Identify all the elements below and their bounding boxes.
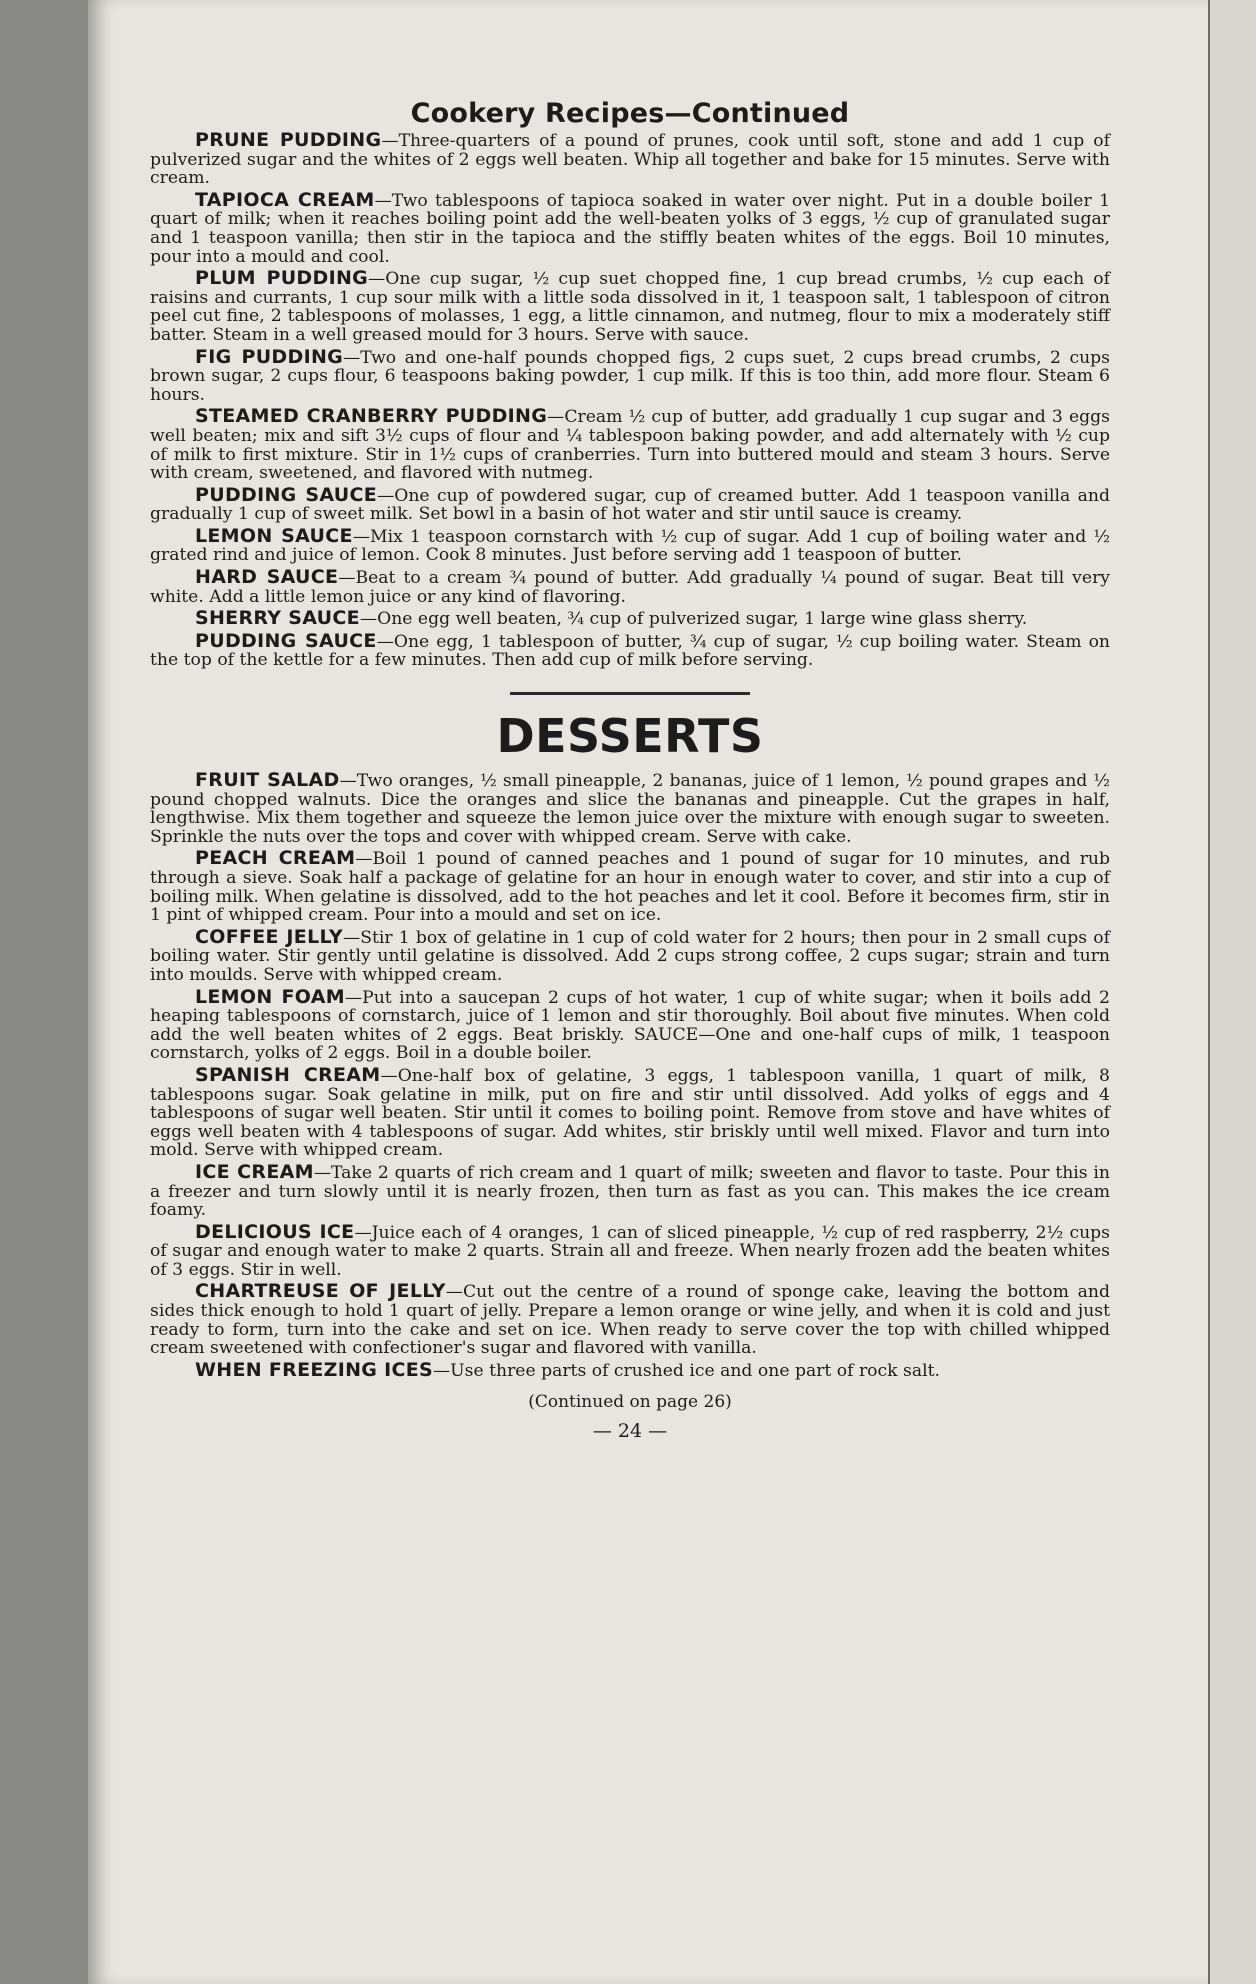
recipe-title: FRUIT SALAD — [195, 769, 340, 792]
recipe-title: PUDDING SAUCE — [195, 629, 377, 652]
recipe-title: SPANISH CREAM — [195, 1063, 381, 1086]
recipe-paragraph — [150, 1063, 1110, 1161]
recipe-title: ICE CREAM — [195, 1160, 314, 1183]
section-title: DESSERTS — [496, 709, 764, 764]
recipe-text: —One cup of powdered sugar, cup of creamed butter. Add 1 teaspoon vanilla and gradually 1 cup of sweet milk. Set bowl in a basin of hot water and stir until sauce is creamy. — [150, 485, 1110, 525]
recipe-paragraph — [150, 407, 1110, 482]
recipe-title: LEMON SAUCE — [195, 524, 353, 547]
recipe-title: PLUM PUDDING — [195, 267, 369, 290]
recipe-paragraph — [150, 131, 1110, 188]
recipe-paragraph — [150, 345, 1110, 405]
recipe-title: WHEN FREEZING ICES — [195, 1358, 433, 1381]
recipe-text: —One-half box of gelatine, 3 eggs, 1 tablespoon vanilla, 1 quart of milk, 8 tablespoons sugar. Soak gelatine in milk, put on fire and stir until dissolved. Add yolks of eggs and 4 tablespoons of sugar well beaten. Stir until it comes to boiling point. Remove from stove and have whites of eggs well beaten with 4 tablespoons of sugar. Add whites, stir briskly until well mixed. Flavor and turn into mold. Serve with whipped cream. — [150, 1065, 1110, 1161]
recipe-text: —Two oranges, ½ small pineapple, 2 bananas, juice of 1 lemon, ½ pound grapes and ½ pound chopped walnuts. Dice the oranges and slice the bananas and pineapple. Cut the grapes in half, lengthwise. Mix them together and squeeze the lemon juice over the mixture with enough sugar to sweeten. Sprinkle the nuts over the tops and cover with whipped cream. Serve with cake. — [150, 771, 1110, 847]
recipe-text: —Two and one-half pounds chopped figs, 2 cups suet, 2 cups bread crumbs, 2 cups brown sugar, 2 cups flour, 6 teaspoons baking powder, 1 cup milk. If this is too thin, add more flour. Steam 6 hours. — [150, 347, 1110, 405]
recipe-text: —Three-quarters of a pound of prunes, cook until soft, stone and add 1 cup of pulverized sugar and the whites of 2 eggs well beaten. Whip all together and bake for 15 minutes. Serve with cream. — [150, 131, 1111, 189]
recipe-paragraph — [150, 1220, 1110, 1280]
recipe-text: —Cream ½ cup of butter, add gradually 1 cup sugar and 3 eggs well beaten; mix and sift 3½ cups of flour and ¼ tablespoon baking powder, and add alternately with ½ cup of milk to first mixture. Stir in 1½ cups of cranberries. Turn into buttered mould and steam 3 hours. Serve with cream, sweetened, and flavored with nutmeg. — [150, 407, 1110, 484]
recipe-text: —Use three parts of crushed ice and one part of rock salt. — [432, 1360, 940, 1381]
section-divider — [510, 692, 750, 695]
recipes-top-list — [150, 131, 1110, 670]
recipe-paragraph — [150, 925, 1110, 985]
recipe-text: —Mix 1 teaspoon cornstarch with ½ cup of sugar. Add 1 cup of boiling water and ½ grated rind and juice of lemon. Cook 8 minutes. Just before serving add 1 teaspoon of butter. — [150, 526, 1110, 566]
recipe-title: PEACH CREAM — [195, 847, 356, 870]
recipe-paragraph — [150, 524, 1110, 566]
recipe-text: —Stir 1 box of gelatine in 1 cup of cold water for 2 hours; then pour in 2 small cups of boiling water. Stir gently until gelatine is dissolved. Add 2 cups strong coffee, 2 cups sugar; strain and turn into moulds. Serve with whipped cream. — [150, 927, 1110, 985]
recipe-text: —One cup sugar, ½ cup suet chopped fine, 1 cup bread crumbs, ½ cup each of raisins and currants, 1 cup sour milk with a little soda dissolved in it, 1 teaspoon salt, 1 tablespoon of citron peel cut fine, 2 tablespoons of molasses, 1 egg, a little cinnamon, and nutmeg, flour to mix a moderately stiff batter. Steam in a well greased mould for 3 hours. Serve with sauce. — [150, 269, 1110, 345]
recipe-text: —One egg, 1 tablespoon of butter, ¾ cup of sugar, ½ cup boiling water. Steam on the top of the kettle for a few minutes. Then add cup of milk before serving. — [150, 631, 1111, 671]
recipe-title: LEMON FOAM — [195, 985, 345, 1008]
continued-note: (Continued on page 26) — [528, 1392, 732, 1413]
recipe-title: CHARTREUSE OF JELLY — [195, 1280, 446, 1303]
recipes-bottom-list — [150, 771, 1110, 1380]
recipe-title: STEAMED CRANBERRY PUDDING — [195, 405, 548, 428]
recipe-paragraph — [150, 771, 1110, 846]
recipe-text: —Put into a saucepan 2 cups of hot water, 1 cup of white sugar; when it boils add 2 heaping tablespoons of cornstarch, juice of 1 lemon and stir thoroughly. Boil about five minutes. When cold add the well beaten whites of 2 eggs. Beat briskly. SAUCE—One and one-half cups of milk, 1 teaspoon cornstarch, yolks of 2 eggs. Boil in a double boiler. — [150, 987, 1110, 1064]
recipe-title: FIG PUDDING — [195, 345, 344, 368]
recipe-text: —Take 2 quarts of rich cream and 1 quart of milk; sweeten and flavor to taste. Pour this in a freezer and turn slowly until it is nearly frozen, then turn as fast as you can. This makes the ice cream foamy. — [150, 1162, 1110, 1221]
recipe-text: —One egg well beaten, ¾ cup of pulverized sugar, 1 large wine glass sherry. — [359, 609, 1028, 630]
recipe-title: TAPIOCA CREAM — [195, 188, 375, 211]
next-page-edge — [1208, 0, 1256, 1984]
recipe-title: DELICIOUS ICE — [195, 1220, 355, 1243]
recipe-paragraph — [150, 1358, 1110, 1381]
recipe-paragraph — [150, 1282, 1110, 1357]
recipe-paragraph — [150, 188, 1110, 267]
recipe-title: PRUNE PUDDING — [195, 129, 382, 151]
recipe-title: PUDDING SAUCE — [195, 483, 378, 506]
recipe-paragraph — [150, 1160, 1110, 1221]
page-number: — 24 — — [592, 1420, 668, 1443]
recipe-text: —Boil 1 pound of canned peaches and 1 pound of sugar for 10 minutes, and rub through a sieve. Soak half a package of gelatine for an hour in enough water to cover, and stir into a cup of boiling milk. When gelatine is dissolved, add to the hot peaches and let it cool. Before it becomes firm, stir in 1 pint of whipped cream. Pour into a mould and set on ice. — [150, 849, 1110, 926]
recipe-text: —Cut out the centre of a round of sponge cake, leaving the bottom and sides thick enough to hold 1 quart of jelly. Prepare a lemon orange or wine jelly, and when it is cold and just ready to form, turn into the cake and set on ice. When ready to serve cover the top with chilled whipped cream sweetened with confectioner's sugar and flavored with vanilla. — [150, 1282, 1111, 1359]
recipe-text: —Two tablespoons of tapioca soaked in water over night. Put in a double boiler 1 quart of milk; when it reaches boiling point add the well-beaten yolks of 3 eggs, ½ cup of granulated sugar and 1 teaspoon vanilla; then stir in the tapioca and the stiffly beaten whites of the eggs. Boil 10 minutes, pour into a mould and cool. — [150, 190, 1110, 267]
page-content — [150, 98, 1110, 1442]
recipe-text: —Juice each of 4 oranges, 1 can of sliced pineapple, ½ cup of red raspberry, 2½ cups of sugar and enough water to make 2 quarts. Strain all and freeze. When nearly frozen add the beaten whites of 3 eggs. Stir in well. — [150, 1222, 1110, 1280]
recipe-title: COFFEE JELLY — [195, 925, 343, 948]
recipe-paragraph — [150, 985, 1110, 1064]
recipe-paragraph — [150, 849, 1110, 924]
recipe-paragraph — [150, 629, 1111, 671]
recipe-text: —Beat to a cream ¾ pound of butter. Add gradually ¼ pound of sugar. Beat till very white. Add a little lemon juice or any kind of flavoring. — [150, 568, 1110, 607]
recipe-paragraph — [150, 483, 1110, 525]
recipe-paragraph — [150, 568, 1110, 606]
recipe-paragraph — [150, 269, 1110, 344]
page-heading: Cookery Recipes—Continued — [410, 98, 850, 129]
recipe-paragraph — [150, 609, 1110, 629]
recipe-title: SHERRY SAUCE — [195, 607, 360, 630]
recipe-title: HARD SAUCE — [195, 566, 339, 589]
